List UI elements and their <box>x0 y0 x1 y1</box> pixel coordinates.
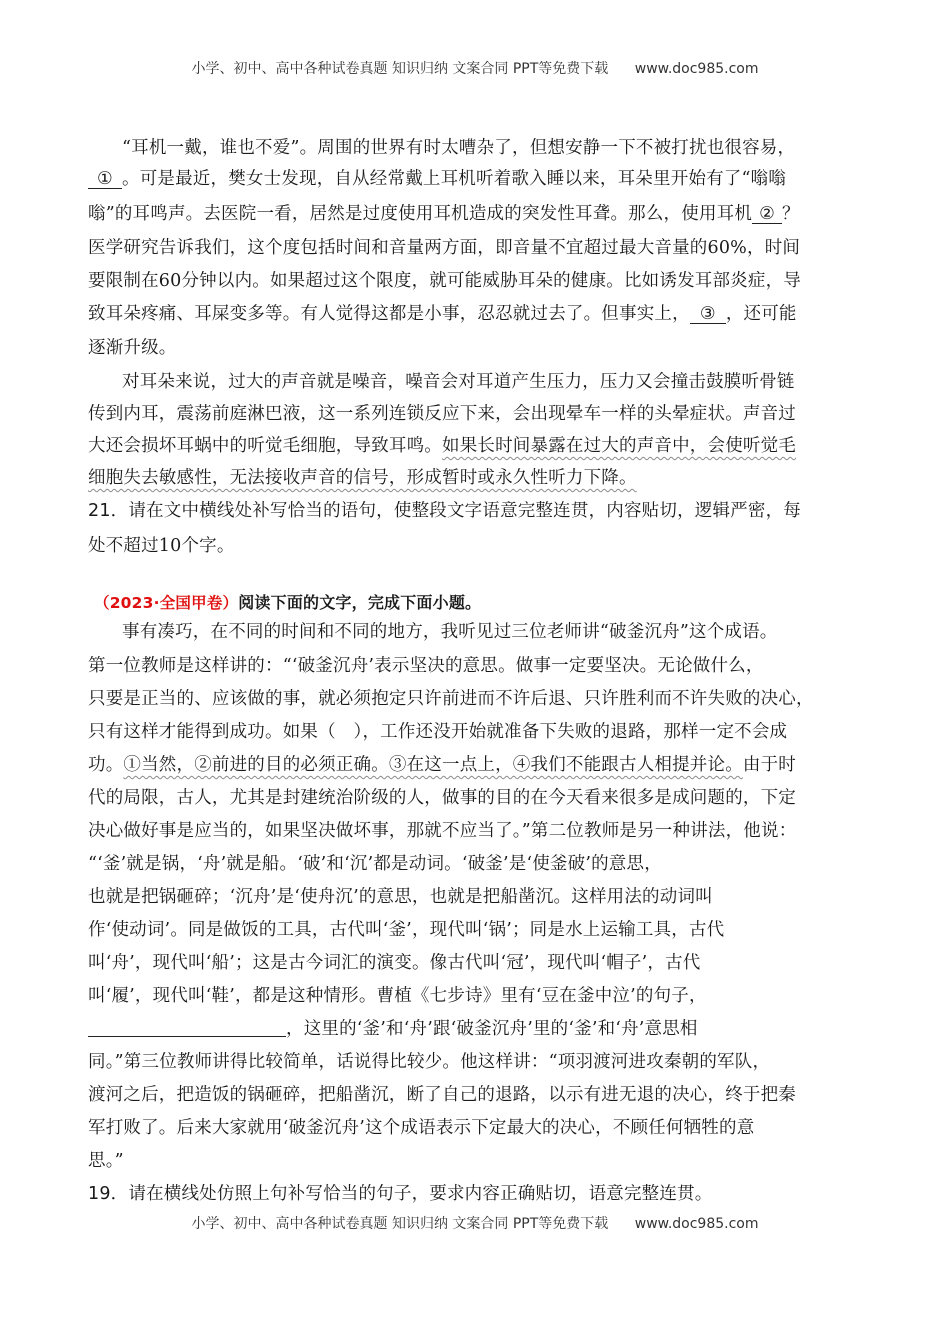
p2-line-1: 对耳朵来说，过大的声音就是噪音，噪音会对耳道产生压力，压力又会撞击鼓膜听骨链 <box>122 372 795 392</box>
p1-line-7: 逐渐升级。 <box>88 338 177 358</box>
p3-line-4: 只有这样才能得到成功。如果（ ），工作还没开始就准备下失败的退路，那样一定不会成 <box>88 722 788 742</box>
page-footer <box>0 1213 950 1233</box>
question-19: 19．请在横线处仿照上句补写恰当的句子，要求内容正确贴切，语意完整连贯。 <box>88 1184 713 1204</box>
p1-line-1: “耳机一戴，谁也不爱”。周围的世界有时太嘈杂了，但想安静一下不被打扰也很容易， <box>122 138 796 158</box>
p1-line-4: 医学研究告诉我们，这个度包括时间和音量两方面，即音量不宜超过最大音量的60%，时间 <box>88 238 801 258</box>
p3-line-7: 决心做好事是应当的，如果坚决做坏事，那就不应当了。”第二位教师是另一种讲法，他说： <box>88 821 797 841</box>
p2-line-3: 大还会损坏耳蜗中的听觉毛细胞，导致耳鸣。如果长时间暴露在过大的声音中，会使听觉毛 <box>88 436 796 456</box>
passage2-heading <box>94 590 481 613</box>
p3-line-5: 功。①当然，②前进的目的必须正确。③在这一点上，④我们不能跟古人相提并论。由于时 <box>88 755 797 775</box>
p3-line-14: 同。”第三位教师讲得比较简单，话说得比较少。他这样讲：“项羽渡河进攻秦朝的军队， <box>88 1052 771 1072</box>
header-url[interactable]: www.doc985.com <box>634 61 759 77</box>
p3-line-15: 渡河之后，把造饭的锅砸碎，把船凿沉，断了自己的退路，以示有进无退的决心，终于把秦 <box>88 1085 796 1105</box>
header-text: 小学、初中、高中各种试卷真题 知识归纳 文案合同 PPT等免费下载 <box>191 61 609 77</box>
wavy-sentence-2: 细胞失去敏感性，无法接收声音的信号，形成暂时或永久性听力下降。 <box>88 468 637 488</box>
p1-line-2: ① 。可是最近，樊女士发现，自从经常戴上耳机听着歌入睡以来，耳朵里开始有了“嗡嗡 <box>88 165 786 190</box>
p3-line-8: “‘釜’就是锅，‘舟’就是船。‘破’和‘沉’都是动词。‘破釜’是‘使釜破’的意思， <box>88 854 662 874</box>
p1-line-3: 嗡”的耳鸣声。去医院一看，居然是过度使用耳机造成的突发性耳聋。那么，使用耳机 ② ？ <box>88 204 800 224</box>
blank-1[interactable]: ① <box>88 170 122 189</box>
p3-line-3: 只要是正当的、应该做的事，就必须抱定只许前进而不许后退、只许胜利而不许失败的决心， <box>88 689 814 709</box>
p3-line-9: 也就是把锅砸碎；‘沉舟’是‘使舟沉’的意思，也就是把船凿沉。这样用法的动词叫 <box>88 887 713 907</box>
p2-line-2: 传到内耳，震荡前庭淋巴液，这一系列连锁反应下来，会出现晕车一样的头晕症状。声音过 <box>88 404 796 424</box>
answer-blank[interactable] <box>88 1018 286 1037</box>
instruction-text: 阅读下面的文字，完成下面小题。 <box>238 593 482 612</box>
p3-line-17: 思。” <box>88 1151 124 1171</box>
footer-url[interactable]: www.doc985.com <box>634 1216 759 1232</box>
p2-line-4 <box>88 464 637 489</box>
p3-line-13: ，这里的‘釜’和‘舟’跟‘破釜沉舟’里的‘釜’和‘舟’意思相 <box>88 1015 698 1040</box>
blank-2[interactable]: ② <box>752 205 782 224</box>
p3-line-6: 代的局限，古人，尤其是封建统治阶级的人，做事的目的在今天看来很多是成问题的，下定 <box>88 788 796 808</box>
p3-line-16: 军打败了。后来大家就用‘破釜沉舟’这个成语表示下定最大的决心，不顾任何牺牲的意 <box>88 1118 755 1138</box>
footer-text: 小学、初中、高中各种试卷真题 知识归纳 文案合同 PPT等免费下载 <box>191 1216 609 1232</box>
p1-line-5: 要限制在60分钟以内。如果超过这个限度，就可能威胁耳朵的健康。比如诱发耳部炎症，导 <box>88 271 801 291</box>
wavy-sentence-1: 如果长时间暴露在过大的声音中，会使听觉毛 <box>442 436 796 456</box>
p3-line-10: 作‘使动词’。同是做饭的工具，古代叫‘釜’，现代叫‘锅’；同是水上运输工具，古代 <box>88 920 725 940</box>
blank-3[interactable]: ③ <box>690 305 726 324</box>
wavy-sentence-3: ①当然，②前进的目的必须正确。③在这一点上，④我们不能跟古人相提并论。 <box>123 755 743 775</box>
question-21-line-2: 处不超过10个字。 <box>88 536 235 556</box>
p1-line-6: 致耳朵疼痛、耳屎变多等。有人觉得这都是小事，忍忍就过去了。但事实上， ③ ，还可能 <box>88 304 797 324</box>
source-label: （2023·全国甲卷） <box>94 594 239 612</box>
p3-line-2: 第一位教师是这样讲的：“‘破釜沉舟’表示坚决的意思。做事一定要坚决。无论做什么， <box>88 656 764 676</box>
p3-line-1: 事有凑巧，在不同的时间和不同的地方，我听见过三位老师讲“破釜沉舟”这个成语。 <box>122 622 778 642</box>
p3-line-12: 叫‘履’，现代叫‘鞋’，都是这种情形。曹植《七步诗》里有‘豆在釜中泣’的句子， <box>88 986 707 1006</box>
page-header <box>0 58 950 78</box>
question-21-line-1: 21．请在文中横线处补写恰当的语句，使整段文字语意完整连贯，内容贴切，逻辑严密，每 <box>88 501 801 521</box>
question-19-number: 19． <box>88 1184 129 1204</box>
p3-line-11: 叫‘舟’，现代叫‘船’；这是古今词汇的演变。像古代叫‘冠’，现代叫‘帽子’，古代 <box>88 953 701 973</box>
question-21-number: 21． <box>88 501 129 521</box>
